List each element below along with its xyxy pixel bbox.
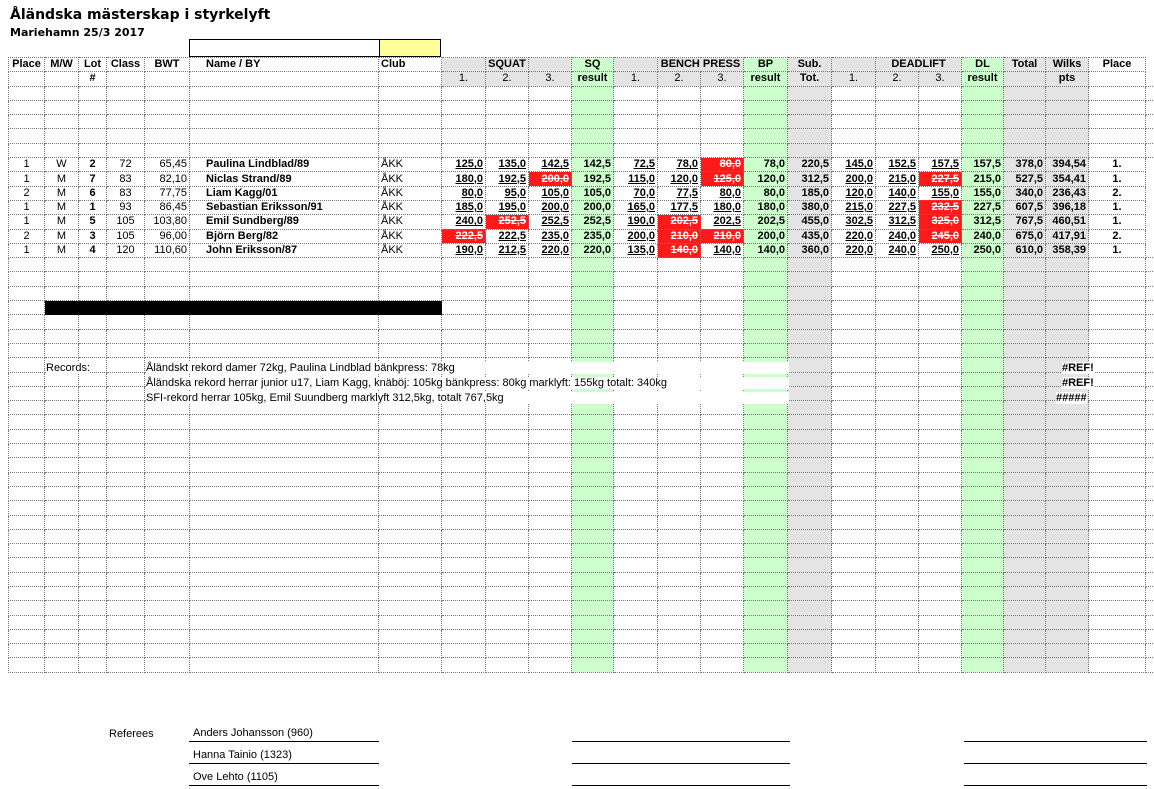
squat-result: 235,0	[572, 229, 614, 243]
name-cell[interactable]: Paulina Lindblad/89	[190, 158, 379, 172]
table-row	[9, 172, 1154, 186]
subtotal: 360,0	[788, 243, 832, 257]
squat-attempt-2[interactable]: 135,0	[486, 158, 529, 172]
deadlift-attempt-3[interactable]: 157,5	[919, 158, 962, 172]
empty-row	[9, 586, 1154, 600]
sq-attempt-2: 2.	[486, 72, 529, 86]
col-wilks: Wilks	[1046, 58, 1089, 72]
deadlift-attempt-1[interactable]: 200,0	[832, 172, 876, 186]
club-cell[interactable]: ÅKK	[379, 172, 442, 186]
club-cell[interactable]: ÅKK	[379, 200, 442, 214]
deadlift-attempt-2[interactable]: 215,0	[876, 172, 919, 186]
place-cell[interactable]: 1	[9, 215, 45, 229]
squat-attempt-1[interactable]: 190,0	[442, 243, 486, 257]
club-cell[interactable]: ÅKK	[379, 158, 442, 172]
club-cell[interactable]: ÅKK	[379, 243, 442, 257]
empty-row	[9, 658, 1154, 672]
col-dl: DL	[962, 58, 1004, 72]
empty-row	[9, 315, 1154, 329]
col-bp: BP	[744, 58, 788, 72]
col-deadlift: DEADLIFT	[876, 58, 962, 72]
wilks-points: 354,41	[1046, 172, 1089, 186]
gender-cell[interactable]: W	[45, 158, 79, 172]
deadlift-attempt-2[interactable]: 152,5	[876, 158, 919, 172]
bench-attempt-2[interactable]: 140,0	[658, 243, 701, 257]
total: 340,0	[1004, 186, 1046, 200]
sq-attempt-1: 1.	[442, 72, 486, 86]
subtotal: 220,5	[788, 158, 832, 172]
bp-attempt-1: 1.	[614, 72, 658, 86]
bwt-cell[interactable]: 103,80	[145, 215, 190, 229]
total: 378,0	[1004, 158, 1046, 172]
deadlift-attempt-2[interactable]: 227,5	[876, 200, 919, 214]
empty-row	[9, 143, 1154, 157]
signature-line	[572, 785, 790, 786]
bwt-cell[interactable]: 110,60	[145, 243, 190, 257]
deadlift-attempt-1[interactable]: 145,0	[832, 158, 876, 172]
squat-attempt-1[interactable]: 185,0	[442, 200, 486, 214]
squat-result: 192,5	[572, 172, 614, 186]
lot-cell[interactable]: 3	[79, 229, 107, 243]
empty-row	[9, 329, 1154, 343]
empty-row	[9, 644, 1154, 658]
wilks-points: 460,51	[1046, 215, 1089, 229]
deadlift-result: 157,5	[962, 158, 1004, 172]
dl-attempt-3: 3.	[919, 72, 962, 86]
signature-line	[964, 785, 1147, 786]
records-wilks-1: #REF!	[1062, 362, 1094, 374]
class-cell[interactable]: 105	[107, 229, 145, 243]
col-mw: M/W	[45, 58, 79, 72]
wilks-points: 396,18	[1046, 200, 1089, 214]
empty-row	[9, 272, 1154, 286]
total: 767,5	[1004, 215, 1046, 229]
deadlift-result: 227,5	[962, 200, 1004, 214]
gender-cell[interactable]: M	[45, 200, 79, 214]
bench-result: 180,0	[744, 200, 788, 214]
dl-attempt-1: 1.	[832, 72, 876, 86]
subtotal: 312,5	[788, 172, 832, 186]
empty-row	[9, 515, 1154, 529]
deadlift-result: 312,5	[962, 215, 1004, 229]
rank-cell: 1.	[1089, 200, 1146, 214]
class-cell[interactable]: 120	[107, 243, 145, 257]
subtotal: 185,0	[788, 186, 832, 200]
rank-cell: 2.	[1089, 186, 1146, 200]
col-sq: SQ	[572, 58, 614, 72]
total: 610,0	[1004, 243, 1046, 257]
total: 527,5	[1004, 172, 1046, 186]
bwt-cell[interactable]: 82,10	[145, 172, 190, 186]
deadlift-result: 240,0	[962, 229, 1004, 243]
dl-result-label: result	[962, 72, 1004, 86]
deadlift-attempt-1[interactable]: 302,5	[832, 215, 876, 229]
empty-row	[9, 258, 1154, 272]
signature-line	[964, 763, 1147, 764]
records-label: Records:	[46, 362, 91, 374]
deadlift-attempt-2[interactable]: 240,0	[876, 229, 919, 243]
record-line-2: Åländska rekord herrar junior u17, Liam Kagg, knäböj: 105kg bänkpress: 80kg marklyft: 155kg totalt: 340kg	[146, 377, 789, 389]
name-cell[interactable]: Liam Kagg/01	[190, 186, 379, 200]
rank-cell: 2.	[1089, 229, 1146, 243]
gender-cell[interactable]: M	[45, 215, 79, 229]
squat-attempt-3[interactable]: 200,0	[529, 200, 572, 214]
name-cell[interactable]: John Eriksson/87	[190, 243, 379, 257]
header-row-1	[9, 58, 1154, 72]
squat-attempt-2[interactable]: 95,0	[486, 186, 529, 200]
bench-attempt-2[interactable]: 77,5	[658, 186, 701, 200]
bench-attempt-2[interactable]: 78,0	[658, 158, 701, 172]
col-squat: SQUAT	[486, 58, 529, 72]
bench-attempt-3[interactable]: 202,5	[701, 215, 744, 229]
squat-result: 220,0	[572, 243, 614, 257]
lot-cell[interactable]: 2	[79, 158, 107, 172]
record-line-3: SFI-rekord herrar 105kg, Emil Suundberg marklyft 312,5kg, totalt 767,5kg	[146, 392, 789, 404]
gender-cell[interactable]: M	[45, 229, 79, 243]
table-row	[9, 243, 1154, 257]
club-input-cell[interactable]	[189, 39, 379, 57]
empty-row	[9, 100, 1154, 114]
name-cell[interactable]: Björn Berg/82	[190, 229, 379, 243]
empty-row	[9, 529, 1154, 543]
bp-attempt-2: 2.	[658, 72, 701, 86]
table-row	[9, 158, 1154, 172]
col-lot-hash: #	[79, 72, 107, 86]
squat-attempt-1[interactable]: 180,0	[442, 172, 486, 186]
deadlift-attempt-1[interactable]: 120,0	[832, 186, 876, 200]
squat-attempt-3[interactable]: 252,5	[529, 215, 572, 229]
gender-cell[interactable]: M	[45, 172, 79, 186]
deadlift-attempt-2[interactable]: 240,0	[876, 243, 919, 257]
empty-row	[9, 458, 1154, 472]
table-row	[9, 229, 1154, 243]
subtotal: 435,0	[788, 229, 832, 243]
sq-attempt-3: 3.	[529, 72, 572, 86]
bench-attempt-1[interactable]: 165,0	[614, 200, 658, 214]
class-cell[interactable]: 83	[107, 172, 145, 186]
bench-attempt-1[interactable]: 72,5	[614, 158, 658, 172]
wilks-points: 236,43	[1046, 186, 1089, 200]
col-place2: Place	[1089, 58, 1146, 72]
deadlift-result: 155,0	[962, 186, 1004, 200]
empty-row	[9, 601, 1154, 615]
bench-result: 140,0	[744, 243, 788, 257]
place-cell[interactable]: 1	[9, 200, 45, 214]
bwt-cell[interactable]: 77,75	[145, 186, 190, 200]
squat-attempt-3[interactable]: 235,0	[529, 229, 572, 243]
bench-attempt-1[interactable]: 135,0	[614, 243, 658, 257]
club-cell[interactable]: ÅKK	[379, 229, 442, 243]
club-cell[interactable]: ÅKK	[379, 215, 442, 229]
referee-3: Ove Lehto (1105)	[189, 770, 379, 786]
table-row	[9, 200, 1154, 214]
signature-line	[572, 763, 790, 764]
empty-row	[9, 572, 1154, 586]
empty-row	[9, 343, 1154, 357]
empty-row	[9, 472, 1154, 486]
bench-result: 78,0	[744, 158, 788, 172]
empty-row	[9, 501, 1154, 515]
squat-attempt-3[interactable]: 220,0	[529, 243, 572, 257]
place-cell[interactable]: 1	[9, 172, 45, 186]
squat-result: 142,5	[572, 158, 614, 172]
deadlift-attempt-3[interactable]: 155,0	[919, 186, 962, 200]
subtotal-label: Tot.	[788, 72, 832, 86]
deadlift-result: 250,0	[962, 243, 1004, 257]
bench-result: 120,0	[744, 172, 788, 186]
rank-cell: 1.	[1089, 243, 1146, 257]
bench-attempt-3[interactable]: 140,0	[701, 243, 744, 257]
col-total: Total	[1004, 58, 1046, 72]
col-class: Class	[107, 58, 145, 72]
wilks-points: 417,91	[1046, 229, 1089, 243]
squat-attempt-2[interactable]: 252,5	[486, 215, 529, 229]
page-subtitle: Mariehamn 25/3 2017	[10, 26, 145, 39]
wilks-points: 358,39	[1046, 243, 1089, 257]
referee-2: Hanna Tainio (1323)	[189, 748, 379, 764]
total: 675,0	[1004, 229, 1046, 243]
squat-attempt-2[interactable]: 195,0	[486, 200, 529, 214]
gender-cell[interactable]: M	[45, 243, 79, 257]
lot-cell[interactable]: 5	[79, 215, 107, 229]
deadlift-attempt-3[interactable]: 250,0	[919, 243, 962, 257]
bwt-cell[interactable]: 86,45	[145, 200, 190, 214]
empty-row	[9, 286, 1154, 300]
squat-attempt-2[interactable]: 212,5	[486, 243, 529, 257]
class-cell[interactable]: 83	[107, 186, 145, 200]
col-lot: Lot	[79, 58, 107, 72]
wilks-points: 394,54	[1046, 158, 1089, 172]
deadlift-attempt-3[interactable]: 245,0	[919, 229, 962, 243]
deadlift-attempt-2[interactable]: 140,0	[876, 186, 919, 200]
header-row-2	[9, 72, 1154, 86]
bwt-cell[interactable]: 65,45	[145, 158, 190, 172]
squat-attempt-1[interactable]: 125,0	[442, 158, 486, 172]
squat-attempt-1[interactable]: 240,0	[442, 215, 486, 229]
table-row	[9, 215, 1154, 229]
sq-result-label: result	[572, 72, 614, 86]
bench-result: 80,0	[744, 186, 788, 200]
bench-attempt-1[interactable]: 200,0	[614, 229, 658, 243]
deadlift-result: 215,0	[962, 172, 1004, 186]
lot-cell[interactable]: 6	[79, 186, 107, 200]
black-bar-row	[9, 301, 1154, 315]
highlight-cell[interactable]	[379, 39, 441, 57]
table-row	[9, 186, 1154, 200]
squat-attempt-3[interactable]: 105,0	[529, 186, 572, 200]
total: 607,5	[1004, 200, 1046, 214]
empty-row	[9, 486, 1154, 500]
bench-attempt-1[interactable]: 70,0	[614, 186, 658, 200]
place-cell[interactable]: 1	[9, 243, 45, 257]
col-bench: BENCH PRESS	[658, 58, 744, 72]
place-cell[interactable]: 2	[9, 229, 45, 243]
lot-cell[interactable]: 1	[79, 200, 107, 214]
records-wilks-2: #REF!	[1062, 377, 1094, 389]
empty-row	[9, 629, 1154, 643]
squat-result: 105,0	[572, 186, 614, 200]
col-name: Name / BY	[190, 58, 379, 72]
bench-attempt-3[interactable]: 210,0	[701, 229, 744, 243]
empty-row	[9, 429, 1154, 443]
empty-row	[9, 444, 1154, 458]
bp-result-label: result	[744, 72, 788, 86]
squat-attempt-1[interactable]: 222,5	[442, 229, 486, 243]
name-cell[interactable]: Niclas Strand/89	[190, 172, 379, 186]
bench-attempt-1[interactable]: 115,0	[614, 172, 658, 186]
class-cell[interactable]: 93	[107, 200, 145, 214]
bench-result: 202,5	[744, 215, 788, 229]
deadlift-attempt-3[interactable]: 227,5	[919, 172, 962, 186]
bench-result: 200,0	[744, 229, 788, 243]
bench-attempt-3[interactable]: 180,0	[701, 200, 744, 214]
club-cell[interactable]: ÅKK	[379, 186, 442, 200]
wilks-pts-label: pts	[1046, 72, 1089, 86]
empty-row	[9, 615, 1154, 629]
rank-cell: 1.	[1089, 172, 1146, 186]
lot-cell[interactable]: 7	[79, 172, 107, 186]
place-cell[interactable]: 1	[9, 158, 45, 172]
empty-row	[9, 558, 1154, 572]
col-bwt: BWT	[145, 58, 190, 72]
signature-line	[572, 741, 790, 742]
name-cell[interactable]: Emil Sundberg/89	[190, 215, 379, 229]
bench-attempt-3[interactable]: 80,0	[701, 186, 744, 200]
deadlift-attempt-3[interactable]: 232,5	[919, 200, 962, 214]
deadlift-attempt-1[interactable]: 220,0	[832, 229, 876, 243]
lot-cell[interactable]: 4	[79, 243, 107, 257]
referees-label: Referees	[109, 728, 154, 740]
squat-attempt-2[interactable]: 192,5	[486, 172, 529, 186]
squat-attempt-2[interactable]: 222,5	[486, 229, 529, 243]
referee-1: Anders Johansson (960)	[189, 726, 379, 742]
gender-cell[interactable]: M	[45, 186, 79, 200]
subtotal: 380,0	[788, 200, 832, 214]
bench-attempt-3[interactable]: 125,0	[701, 172, 744, 186]
col-club: Club	[379, 58, 442, 72]
deadlift-attempt-1[interactable]: 220,0	[832, 243, 876, 257]
rank-cell: 1.	[1089, 215, 1146, 229]
records-wilks-3: #####	[1056, 392, 1087, 404]
bwt-cell[interactable]: 96,00	[145, 229, 190, 243]
class-cell[interactable]: 72	[107, 158, 145, 172]
bench-attempt-2[interactable]: 202,5	[658, 215, 701, 229]
empty-row	[9, 115, 1154, 129]
bp-attempt-3: 3.	[701, 72, 744, 86]
name-cell[interactable]: Sebastian Eriksson/91	[190, 200, 379, 214]
rank-cell: 1.	[1089, 158, 1146, 172]
bench-attempt-2[interactable]: 177,5	[658, 200, 701, 214]
bench-attempt-2[interactable]: 120,0	[658, 172, 701, 186]
signature-line	[964, 741, 1147, 742]
empty-row	[9, 86, 1154, 100]
record-line-1: Åländskt rekord damer 72kg, Paulina Lindblad bänkpress: 78kg	[146, 362, 789, 374]
class-cell[interactable]: 105	[107, 215, 145, 229]
squat-result: 252,5	[572, 215, 614, 229]
squat-attempt-3[interactable]: 142,5	[529, 158, 572, 172]
col-sub: Sub.	[788, 58, 832, 72]
deadlift-attempt-2[interactable]: 312,5	[876, 215, 919, 229]
bench-attempt-1[interactable]: 190,0	[614, 215, 658, 229]
empty-row	[9, 544, 1154, 558]
squat-attempt-3[interactable]: 200,0	[529, 172, 572, 186]
squat-result: 200,0	[572, 200, 614, 214]
empty-row	[9, 415, 1154, 429]
page-title: Åländska mästerskap i styrkelyft	[10, 7, 271, 23]
place-cell[interactable]: 2	[9, 186, 45, 200]
col-place: Place	[9, 58, 45, 72]
bench-attempt-3[interactable]: 80,0	[701, 158, 744, 172]
deadlift-attempt-1[interactable]: 215,0	[832, 200, 876, 214]
empty-row	[9, 129, 1154, 143]
subtotal: 455,0	[788, 215, 832, 229]
squat-attempt-1[interactable]: 80,0	[442, 186, 486, 200]
bench-attempt-2[interactable]: 210,0	[658, 229, 701, 243]
dl-attempt-2: 2.	[876, 72, 919, 86]
deadlift-attempt-3[interactable]: 325,0	[919, 215, 962, 229]
